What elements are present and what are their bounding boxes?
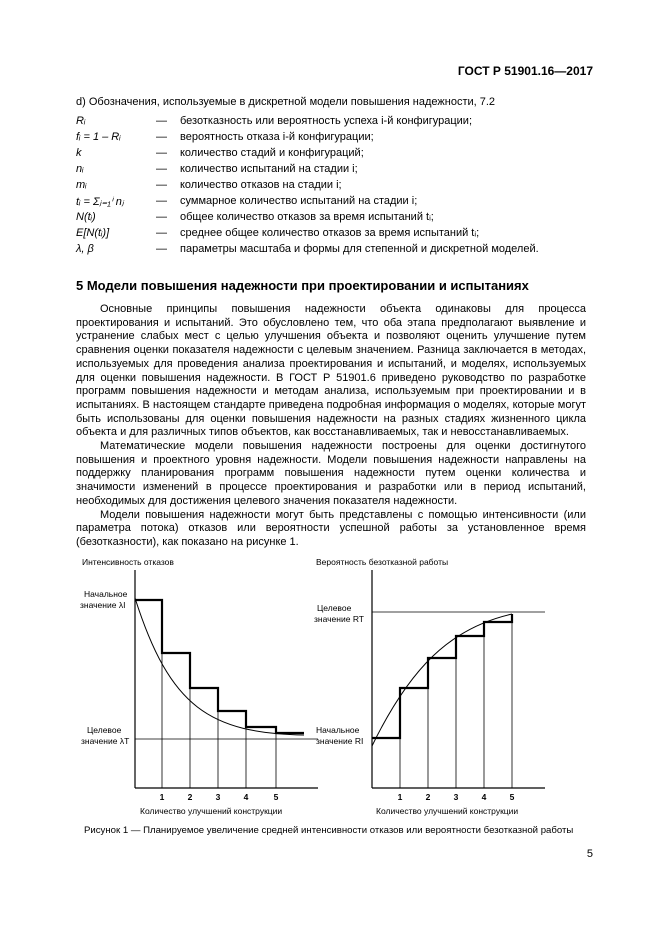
notation-symbol: λ, β — [76, 243, 94, 255]
notation-title: d) Обозначения, используемые в дискретной модели повышения надежности, 7.2 — [76, 96, 496, 108]
notation-dash: — — [156, 243, 167, 255]
left-tick: 3 — [215, 792, 221, 802]
paragraph: Модели повышения надежности могут быть представлены с помощью интенсивности (или параметра потока) отказов или вероятности успешной работы за установленное время (безотказности), как показано на рисунке 1. — [76, 508, 586, 548]
paragraph: Основные принципы повышения надежности объекта одинаковы для процесса проектирования и испытаний. Это обусловлено тем, что оба этапа предполагают выявление и устранение слабых мест с целью улучшения объекта и позволяют оценить улучшение путем сравнения оценки показателя надежности с целевым значением. Разница заключается в методах, используемых для проведения анализа проектирования и испытаний, и моделях, используемых для оценки повышения надежности. В ГОСТ Р 51901.6 приведено руководство по разработке программ повышения надежности и методам анализа, используемым при проектировании и в испытаниях. В настоящем стандарте приведена подробная информация о моделях, которые могут быть использованы для оценки повышения надежности на разных стадиях жизненного цикла объекта и для различных типов объектов, как восстанавливаемых, так и невосстанавливаемых. — [76, 303, 586, 439]
notation-symbol: nᵢ — [76, 163, 84, 175]
document-header: ГОСТ Р 51901.16—2017 — [457, 64, 593, 78]
left-step-series — [135, 600, 304, 733]
right-x-ticks — [398, 792, 515, 802]
notation-definition: количество испытаний на стадии i; — [180, 163, 358, 175]
right-tick: 4 — [481, 792, 487, 802]
notation-symbol: N(tᵢ) — [76, 211, 96, 223]
paragraph: Математические модели повышения надежности построены для оценки достигнутого повышения и проектного уровня надежности. Модели повышения надежности направлены на поддержку планирования программ повышения надежности путем оценки количества и значимости изменений в процессе проектирования и разработки или в период испытаний, необходимых для достижения целевого значения показателя надежности. — [76, 440, 586, 507]
notation-symbol: mᵢ — [76, 179, 87, 191]
figure-1 — [0, 548, 661, 823]
notation-symbol: tᵢ = Σⱼ₌₁ⁱ nⱼ — [76, 196, 124, 208]
left-initial-label-2: значение λI — [80, 600, 126, 610]
right-tick: 1 — [397, 792, 403, 802]
right-y-label: Вероятность безотказной работы — [316, 557, 449, 567]
right-trend-curve — [372, 614, 512, 746]
right-target-label-2: значение RT — [314, 614, 364, 624]
notation-definition: общее количество отказов за время испытаний tᵢ; — [180, 211, 434, 223]
left-initial-label-1: Начальное — [84, 589, 128, 599]
notation-symbol: Rᵢ — [76, 115, 86, 127]
left-tick: 1 — [159, 792, 165, 802]
left-x-ticks — [160, 792, 279, 802]
right-tick: 5 — [509, 792, 515, 802]
notation-definition: количество стадий и конфигураций; — [180, 147, 364, 159]
left-y-label: Интенсивность отказов — [82, 557, 174, 567]
notation-dash: — — [156, 195, 167, 207]
left-x-label: Количество улучшений конструкции — [140, 806, 283, 816]
notation-symbol: k — [76, 147, 82, 159]
section-title: 5 Модели повышения надежности при проектировании и испытаниях — [76, 278, 529, 293]
notation-definition: суммарное количество испытаний на стадии i; — [180, 195, 418, 207]
left-tick: 4 — [243, 792, 249, 802]
notation-symbol: E[N(tᵢ)] — [76, 227, 110, 239]
right-initial-label-1: Начальное — [316, 725, 360, 735]
right-x-label: Количество улучшений конструкции — [376, 806, 519, 816]
notation-dash: — — [156, 179, 167, 191]
right-target-label-1: Целевое — [317, 603, 352, 613]
notation-definition: параметры масштаба и формы для степенной и дискретной моделей. — [180, 243, 539, 255]
right-tick: 2 — [425, 792, 431, 802]
left-tick: 2 — [187, 792, 193, 802]
notation-symbol: fᵢ = 1 – Rᵢ — [76, 131, 121, 143]
notation-definition: количество отказов на стадии i; — [180, 179, 342, 191]
notation-definition: безотказность или вероятность успеха i-й конфигурации; — [180, 115, 473, 127]
body-text — [76, 303, 586, 550]
left-trend-curve — [135, 598, 304, 735]
notation-dash: — — [156, 163, 167, 175]
notation-dash: — — [156, 227, 167, 239]
figure-caption: Рисунок 1 — Планируемое увеличение средней интенсивности отказов или вероятности безотказной работы — [84, 825, 574, 836]
left-tick: 5 — [273, 792, 279, 802]
right-step-series — [372, 614, 512, 738]
left-chart — [80, 557, 318, 816]
notation-dash: — — [156, 147, 167, 159]
notation-definition: среднее общее количество отказов за время испытаний tᵢ; — [180, 227, 480, 239]
right-tick: 3 — [453, 792, 459, 802]
left-target-label-2: значение λT — [81, 736, 130, 746]
notation-dash: — — [156, 211, 167, 223]
right-chart — [314, 557, 545, 816]
notation-dash: — — [156, 115, 167, 127]
notation-definition: вероятность отказа i-й конфигурации; — [180, 131, 374, 143]
page-number: 5 — [586, 848, 593, 860]
right-initial-label-2: значение RI — [316, 736, 364, 746]
notation-dash: — — [156, 131, 167, 143]
left-target-label-1: Целевое — [87, 725, 122, 735]
